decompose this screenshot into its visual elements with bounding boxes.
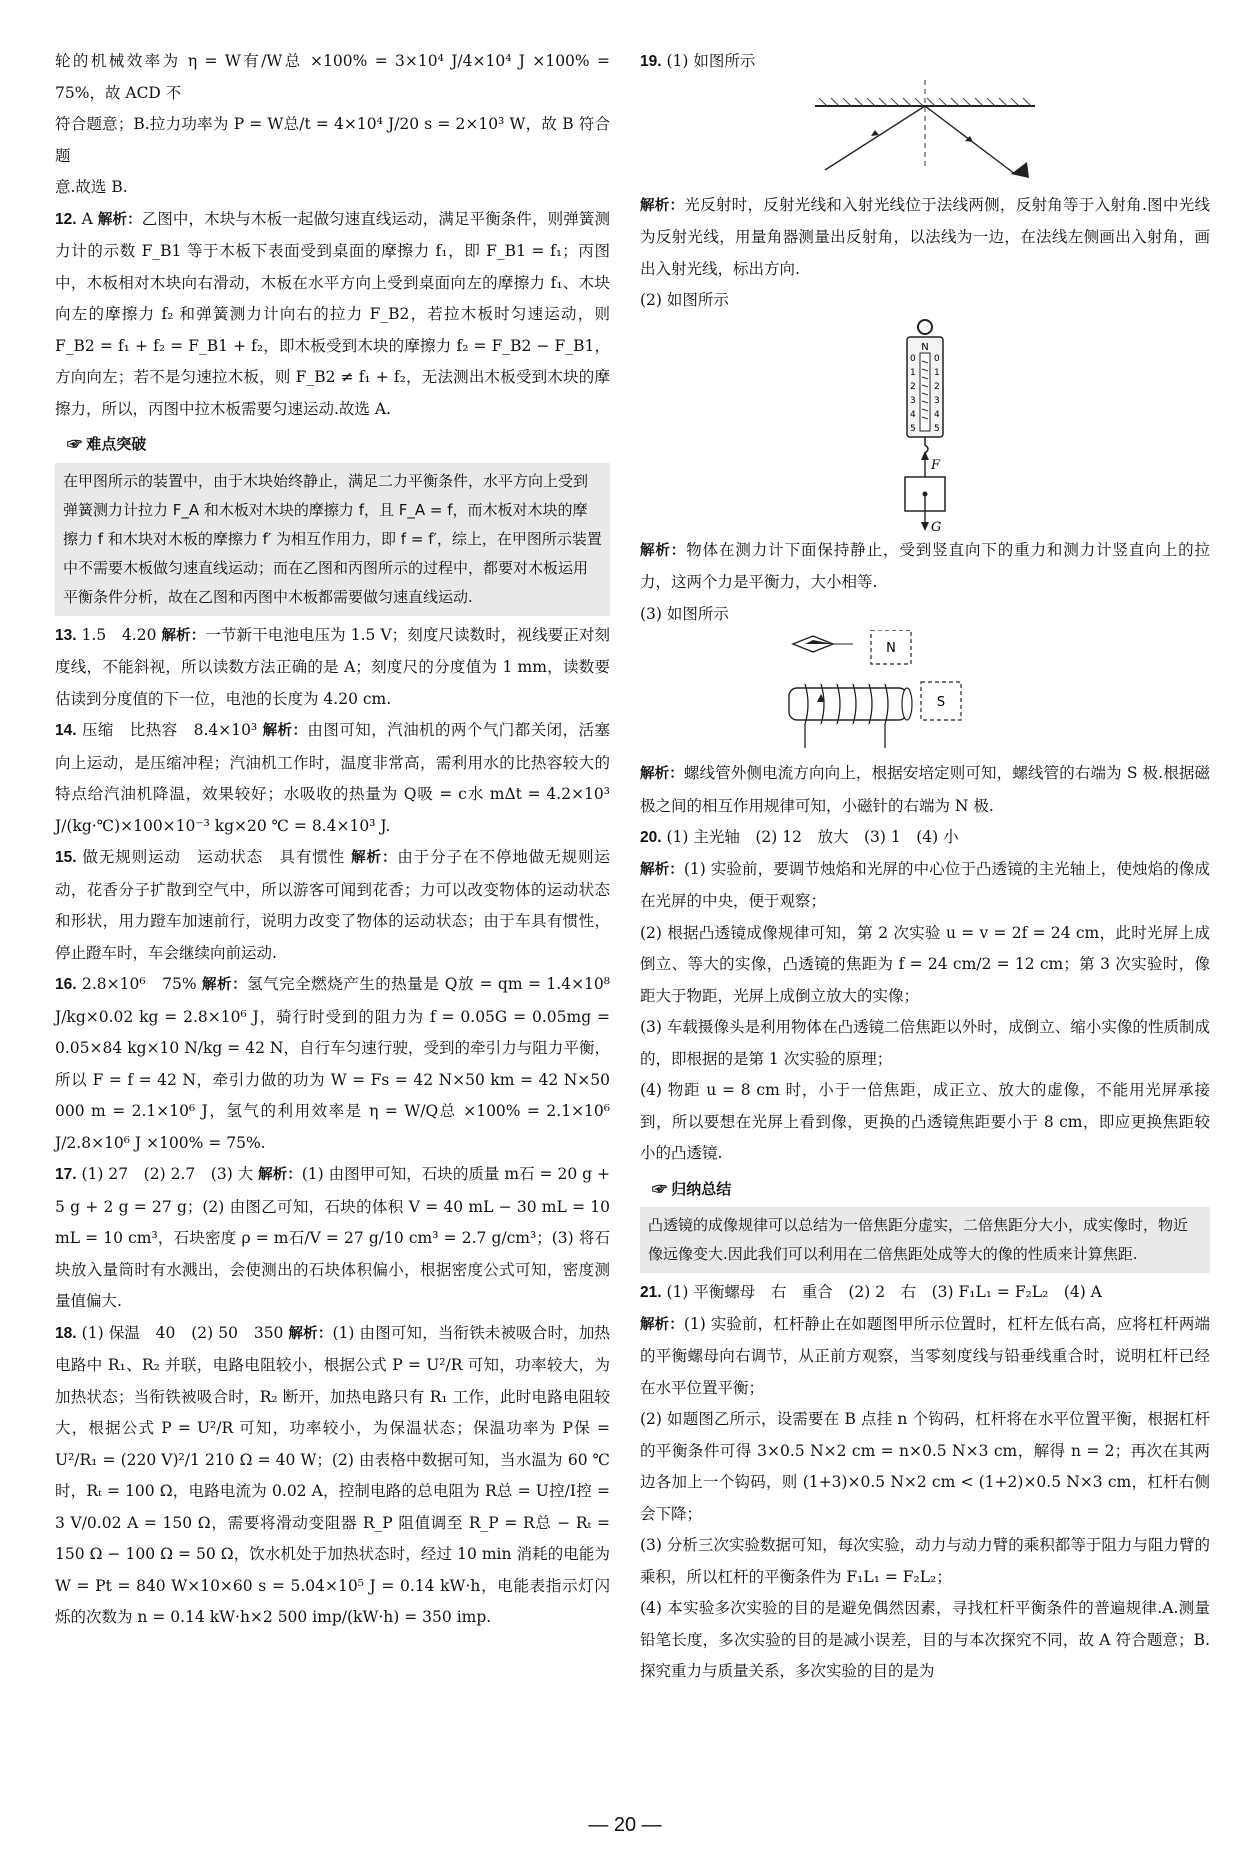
- question-12: [55, 204, 610, 426]
- q20-analysis-2: (2) 根据凸透镜成像规律可知，第 2 次实验 u = v = 2f = 24 cm，此时光屏上成倒立、等大的实像，凸透镜的焦距为 f = 24 cm/2 = 12 cm；第 3 次实验时，像距大于物距，光屏上成倒立放大的实像；: [640, 923, 1210, 1005]
- q19-number: 19.: [640, 53, 662, 70]
- force-g-label: G: [931, 519, 942, 535]
- q19-analysis-2: [640, 535, 1210, 599]
- scale-n-label: N: [921, 341, 929, 353]
- q19-analysis-1-text: 光反射时，反射光线和入射光线位于法线两侧，反射角等于入射角.图中光线为反射光线，用量角器测量出反射角，以法线为一边，在法线左侧画出入射角，画出入射光线，标出方向.: [640, 195, 1210, 278]
- q17-answer: (1) 27 (2) 2.7 (3) 大: [81, 1165, 254, 1183]
- scale-mark-2-left: 2: [910, 381, 916, 392]
- q16-analysis-label: 解析：: [202, 977, 248, 993]
- q20-analysis-1: [640, 854, 1210, 918]
- q19-part1-heading: [640, 46, 1210, 78]
- q12-analysis: 乙图中，木块与木板一起做匀速直线运动，满足平衡条件，则弹簧测力计的示数 F_B1 等于木板下表面受到桌面的摩擦力 f₁，即 F_B1 = f₁；丙图中，木板相对木块向右滑动，木板在水平方向上受到桌面向左的摩擦力 f₁、木块向左的摩擦力 f₂ 和弹簧测力计向右的拉力 F_B2，若拉木板时匀速运动，则 F_B2 = f₁ + f₂ = F_B1 + f₂，即木板受到木块的摩擦力 f₂ = F_B2 − F_B1，方向向左；若不是匀速拉木板，则 F_B2 ≠ f₁ + f₂，无法测出木板受到木块的摩擦力，所以，丙图中拉木板需要匀速运动.故选 A.: [55, 209, 610, 418]
- force-f-label: F: [931, 457, 941, 473]
- q21-answer: (1) 平衡螺母 右 重合 (2) 2 右 (3) F₁L₁ = F₂L₂ (4) A: [666, 1283, 1102, 1301]
- page-number: — 20 —: [588, 1814, 662, 1836]
- question-15: [55, 842, 610, 969]
- scale-mark-3-left: 3: [910, 395, 916, 406]
- q15-number: 15.: [55, 849, 77, 866]
- q21-analysis-2: (2) 如题图乙所示，设需要在 B 点挂 n 个钩码，杠杆将在水平位置平衡，根据杠杆的平衡条件可得 3×0.5 N×2 cm = n×0.5 N×3 cm，解得 n = 2；再次在其两边各加上一个钩码，则 (1+3)×0.5 N×2 cm < (1+2)×0.5 N×3 cm，杠杆右侧会下降；: [640, 1410, 1210, 1523]
- q15-analysis-label: 解析：: [351, 850, 398, 866]
- scale-mark-5-left: 5: [910, 423, 916, 434]
- q17-analysis: (1) 由图甲可知，石块的质量 m石 = 20 g + 5 g + 2 g = 27 g；(2) 由图乙可知，石块的体积 V = 40 mL − 30 mL = 10 mL = 10 cm³，石块密度 ρ = m石/V = 27 g/10 cm³ = 2.7 g/cm³；(3) 将石块放入量筒时有水溅出，会使测出的石块体积偏小，根据密度公式可知，密度测量值偏大.: [55, 1165, 610, 1310]
- q19-part3-heading: (3) 如图所示: [640, 604, 729, 623]
- question-16: [55, 969, 610, 1159]
- q12-answer: A: [81, 209, 93, 228]
- solenoid-diagram: [775, 630, 1075, 758]
- q18-analysis: (1) 由图可知，当衔铁未被吸合时，加热电路中 R₁、R₂ 并联，电路电阻较小，根据公式 P = U²/R 可知，功率较大，为加热状态；当衔铁被吸合时，R₂ 断开，加热电路只有 R₁ 工作，此时电路电阻较大，根据公式 P = U²/R 可知，功率较小，为保温状态；保温功率为 P保 = U²/R₁ = (220 V)²/1 210 Ω = 40 W；(2) 由表格中数据可知，当水温为 60 ℃时，Rₜ = 100 Ω，电路电流为 0.02 A，控制电路的总电阻为 R总 = U控/I控 = 3 V/0.02 A = 150 Ω，需要将滑动变阻器 R_P 阻值调至 R_P = R总 − Rₜ = 150 Ω − 100 Ω = 50 Ω，饮水机处于加热状态时，经过 10 min 消耗的电能为 W = Pt = 840 W×10×60 s = 5.04×10⁵ J = 0.14 kW·h，电能表指示灯闪烁的次数为 n = 0.14 kW·h×2 500 imp/(kW·h) = 350 imp.: [55, 1323, 610, 1626]
- question-21: [640, 1277, 1210, 1309]
- q11-continuation-line2: 符合题意；B.拉力功率为 P = W总/t = 4×10⁴ J/20 s = 2×10³ W，故 B 符合题: [55, 115, 610, 165]
- q21-analysis-1: [640, 1309, 1210, 1405]
- q21-analysis-3: (3) 分析三次实验数据可知，每次实验，动力与动力臂的乘积都等于阻力与阻力臂的乘积，所以杠杆的平衡条件为 F₁L₁ = F₂L₂；: [640, 1536, 1210, 1586]
- q20-number: 20.: [640, 829, 662, 846]
- scale-mark-0-right: 0: [934, 353, 940, 364]
- scale-mark-3-right: 3: [934, 395, 940, 406]
- q11-continuation-line3: 意.故选 B.: [55, 178, 128, 196]
- q21-analysis-4: (4) 本实验多次实验的目的是避免偶然因素，寻找杠杆平衡条件的普遍规律.A.测量铅笔长度，多次实验的目的是减小误差，目的与本次探究不同，故 A 符合题意；B.探究重力与质量关系，多次实验的目的是为: [640, 1599, 1210, 1680]
- tip-difficulty-title: 难点突破: [86, 436, 147, 453]
- q21-number: 21.: [640, 1284, 662, 1301]
- scale-mark-2-right: 2: [934, 381, 940, 392]
- q14-analysis: 由图可知，汽油机的两个气门都关闭，活塞向上运动，是压缩冲程；汽油机工作时，温度非常高，需利用水的比热容较大的特点给汽油机降温，效果较好；水吸收的热量为 Q吸 = c水 mΔt = 4.2×10³ J/(kg·℃)×100×10⁻³ kg×20 ℃ = 8.4×10³ J.: [55, 721, 611, 835]
- q17-analysis-label: 解析：: [258, 1167, 302, 1183]
- question-20: [640, 822, 1210, 854]
- q13-answer: 1.5 4.20: [81, 625, 157, 644]
- scale-mark-4-right: 4: [934, 409, 940, 420]
- question-17: [55, 1159, 610, 1318]
- q12-analysis-label: 解析：: [97, 211, 142, 228]
- q20-analysis-4: (4) 物距 u = 8 cm 时，小于一倍焦距，成正立、放大的虚像，不能用光屏承接到，所以要想在光屏上看到像，更换的凸透镜焦距要小于 8 cm，即应更换焦距较小的凸透镜.: [640, 1081, 1210, 1162]
- reflection-diagram: [775, 78, 1075, 190]
- scale-mark-4-left: 4: [910, 409, 916, 420]
- q19-analysis-1-label: 解析：: [640, 197, 685, 214]
- q19-part2-heading: (2) 如图所示: [640, 291, 729, 309]
- hand-pointer-icon: ☞: [67, 436, 83, 453]
- q16-analysis: 氢气完全燃烧产生的热量是 Q放 = qm = 1.4×10⁸ J/kg×0.02 kg = 2.8×10⁶ J，骑行时受到的阻力为 f = 0.05G = 0.05mg = 0.05×84 kg×10 N/kg = 42 N，自行车匀速行驶，受到的牵引力与阻力平衡，所以 F = f = 42 N，牵引力做的功为 W = Fs = 42 N×50 km = 42 N×50 000 m = 2.1×10⁶ J，氢气的利用效率是 η = W/Q总 ×100% = 2.1×10⁶ J/2.8×10⁶ J ×100% = 75%.: [55, 975, 610, 1152]
- q19-analysis-1: [640, 190, 1210, 286]
- q18-analysis-label: 解析：: [288, 1325, 333, 1342]
- q20-answer: (1) 主光轴 (2) 12 放大 (3) 1 (4) 小: [666, 828, 959, 846]
- hand-pointer-icon: ☞: [652, 1180, 668, 1198]
- question-14: [55, 715, 610, 842]
- q19-analysis-2-text: 物体在测力计下面保持静止，受到竖直向下的重力和测力计竖直向上的拉力，这两个力是平衡力，大小相等.: [640, 540, 1211, 591]
- pole-n-box: N: [886, 641, 896, 656]
- q21-analysis-1-text: (1) 实验前，杠杆静止在如题图甲所示位置时，杠杆左低右高，应将杠杆两端的平衡螺母向右调节，从正前方观察，当零刻度线与铅垂线重合时，说明杠杆已经在水平位置平衡；: [640, 1314, 1210, 1397]
- q15-answer: 做无规则运动 运动状态 具有惯性: [82, 848, 346, 866]
- question-18: [55, 1318, 610, 1634]
- q17-number: 17.: [55, 1166, 77, 1183]
- q14-analysis-label: 解析：: [262, 723, 308, 739]
- q21-analysis-label: 解析：: [640, 1316, 684, 1333]
- q15-analysis: 由于分子在不停地做无规则运动，花香分子扩散到空气中，所以游客可闻到花香；力可以改变物体的运动状态和形状，用力蹬车加速前行，说明力改变了物体的运动状态；由于车具有惯性，停止蹬车时，车会继续向前运动.: [55, 848, 610, 962]
- q13-analysis: 一节新干电池电压为 1.5 V；刻度尺读数时，视线要正对刻度线，不能斜视，所以读数方法正确的是 A；刻度尺的分度值为 1 mm，读数要估读到分度值的下一位，电池的长度为 4.20 cm.: [55, 625, 610, 708]
- spring-scale-diagram: [865, 317, 985, 535]
- q19-analysis-3-text: 螺线管外侧电流方向向上，根据安培定则可知，螺线管的右端为 S 极.根据磁极之间的相互作用规律可知，小磁针的右端为 N 极.: [640, 764, 1211, 815]
- tip-summary-box: 凸透镜的成像规律可以总结为一倍焦距分虚实，二倍焦距分大小，成实像时，物近像远像变大.因此我们可以利用在二倍焦距处成等大的像的性质来计算焦距.: [640, 1207, 1210, 1273]
- q12-number: 12.: [55, 210, 77, 228]
- q11-continuation-line1: 轮的机械效率为 η = W有/W总 ×100% = 3×10⁴ J/4×10⁴ J ×100% = 75%，故 ACD 不: [55, 52, 610, 102]
- q19-part1-label: (1) 如图所示: [666, 52, 756, 70]
- q16-number: 16.: [55, 976, 77, 993]
- q13-analysis-label: 解析：: [161, 627, 206, 644]
- eye-icon: [1011, 162, 1029, 178]
- tip-difficulty-box: 在甲图所示的装置中，由于木块始终静止，满足二力平衡条件，水平方向上受到弹簧测力计拉力 F_A 和木板对木块的摩擦力 f，且 F_A = f，而木板对木块的摩擦力 f 和木块对木板的摩擦力 f′ 为相互作用力，即 f = f′，综上，在甲图所示装置中不需要木板做匀速直线运动；而在乙图和丙图所示的过程中，都要对木板运用平衡条件分析，故在乙图和丙图中木板都需要做匀速直线运动.: [55, 463, 610, 616]
- q13-number: 13.: [55, 626, 77, 644]
- scale-mark-5-right: 5: [934, 423, 940, 434]
- scale-mark-1-left: 1: [910, 367, 916, 378]
- tip-summary-title: 归纳总结: [671, 1180, 732, 1198]
- q19-analysis-3: [640, 758, 1210, 822]
- q20-analysis-3: (3) 车载摄像头是利用物体在凸透镜二倍焦距以外时，成倒立、缩小实像的性质制成的，即根据的是第 1 次实验的原理；: [640, 1018, 1210, 1068]
- scale-mark-1-right: 1: [934, 367, 940, 378]
- q18-answer: (1) 保温 40 (2) 50 350: [81, 1323, 284, 1342]
- q14-answer: 压缩 比热容 8.4×10³: [81, 721, 258, 739]
- q19-analysis-3-label: 解析：: [640, 766, 684, 782]
- tip-summary-heading: [652, 1174, 1210, 1206]
- right-column: [640, 46, 1210, 1688]
- left-column: [55, 46, 610, 1634]
- q20-analysis-1-text: (1) 实验前，要调节烛焰和光屏的中心位于凸透镜的主光轴上，使烛焰的像成在光屏的中央，便于观察；: [640, 859, 1210, 910]
- q19-analysis-2-label: 解析：: [640, 542, 687, 559]
- pole-s-box: S: [936, 695, 946, 710]
- q18-number: 18.: [55, 1324, 77, 1342]
- tip-difficulty-heading: [67, 429, 610, 461]
- q20-analysis-label: 解析：: [640, 861, 684, 878]
- question-13: [55, 620, 610, 716]
- q16-answer: 2.8×10⁶ 75%: [82, 975, 197, 993]
- q14-number: 14.: [55, 722, 77, 739]
- scale-mark-0-left: 0: [910, 353, 916, 364]
